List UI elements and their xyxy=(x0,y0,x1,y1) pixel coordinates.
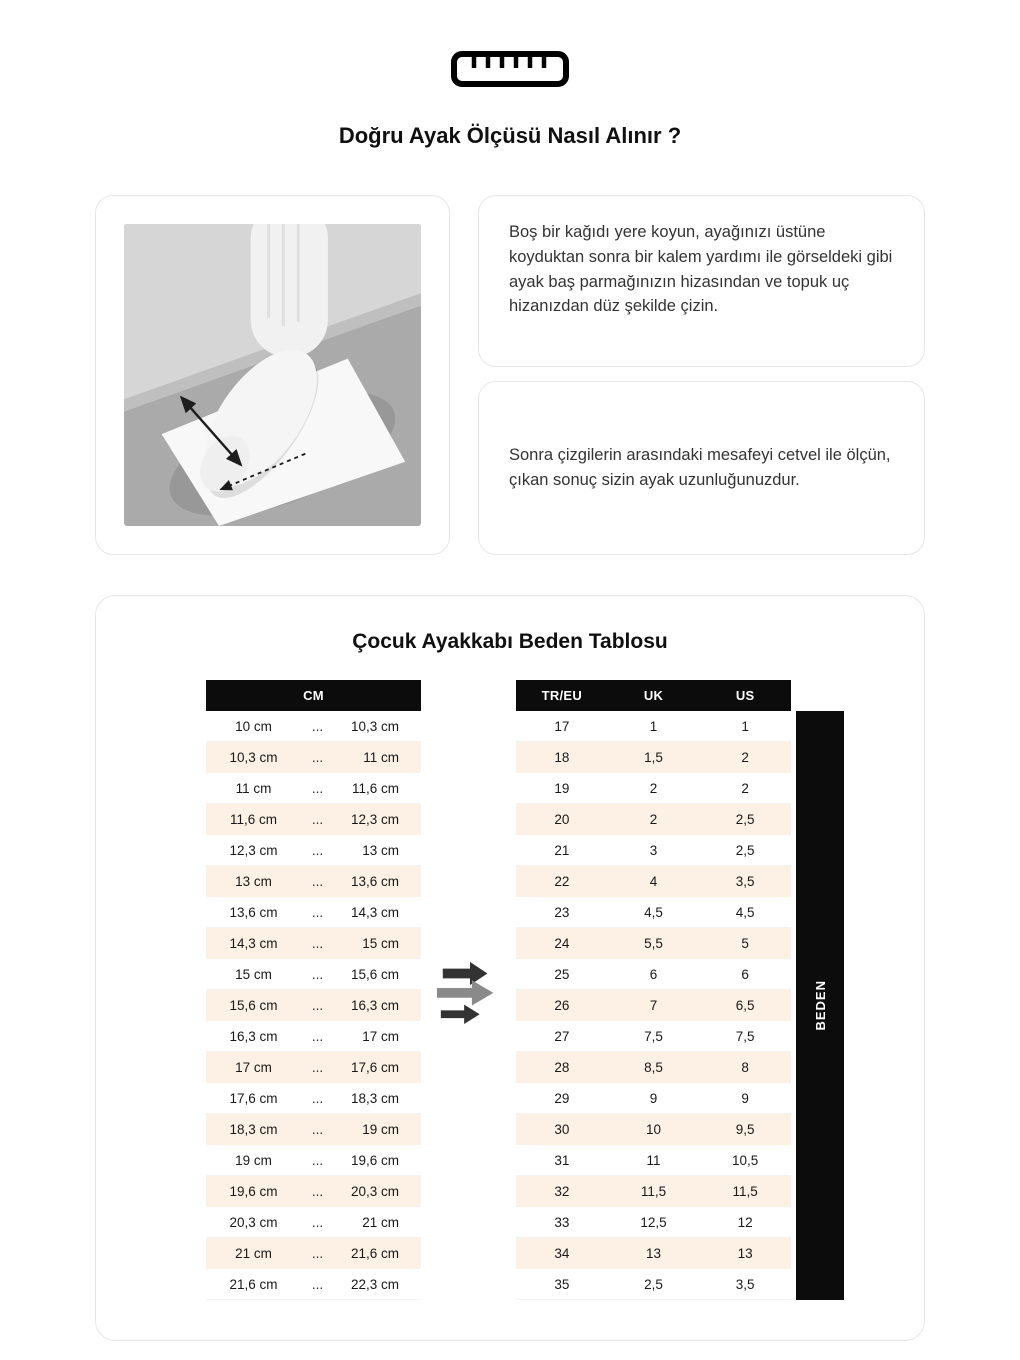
cm-table-row xyxy=(206,1176,421,1207)
us-cell: 8 xyxy=(741,1059,749,1075)
cm-table-row xyxy=(206,990,421,1021)
size-table-row xyxy=(516,1052,791,1083)
size-table-row xyxy=(516,742,791,773)
tr-eu-cell: 28 xyxy=(554,1059,570,1075)
cm-from-cell: 11,6 cm xyxy=(229,811,278,827)
size-table-row xyxy=(516,866,791,897)
measurement-guide-section xyxy=(95,195,925,555)
cm-to-cell: 15 cm xyxy=(362,935,399,951)
beden-label: BEDEN xyxy=(812,980,828,1031)
cm-to-cell: 13,6 cm xyxy=(350,873,399,889)
tr-eu-cell: 32 xyxy=(554,1183,570,1199)
cm-table-row xyxy=(206,711,421,742)
tr-eu-cell: 33 xyxy=(554,1214,570,1230)
size-table-row xyxy=(516,959,791,990)
range-separator: ... xyxy=(311,1090,324,1106)
us-cell: 7,5 xyxy=(735,1028,755,1044)
ruler-icon xyxy=(0,48,1020,95)
cm-table-row xyxy=(206,742,421,773)
range-separator: ... xyxy=(311,718,324,734)
size-table-body xyxy=(516,711,791,1300)
tr-eu-cell: 19 xyxy=(554,780,570,796)
us-cell: 2 xyxy=(741,749,749,765)
cm-to-cell: 17,6 cm xyxy=(350,1059,399,1075)
range-separator: ... xyxy=(311,873,324,889)
size-table-row xyxy=(516,1238,791,1269)
us-cell: 4,5 xyxy=(735,904,755,920)
size-table-row xyxy=(516,1021,791,1052)
cm-from-cell: 11 cm xyxy=(235,780,272,796)
uk-cell: 8,5 xyxy=(644,1059,663,1075)
uk-cell: 9 xyxy=(649,1090,658,1106)
instruction-text-2: Sonra çizgilerin arasındaki mesafeyi cetvel ile ölçün, çıkan sonuç sizin ayak uzunluğunuzdur. xyxy=(509,446,891,489)
range-separator: ... xyxy=(311,1121,324,1137)
cm-table-row xyxy=(206,928,421,959)
cm-to-cell: 15,6 cm xyxy=(350,966,399,982)
cm-table-row xyxy=(206,1269,421,1300)
instruction-cards xyxy=(478,195,925,555)
tr-eu-cell: 31 xyxy=(554,1152,570,1168)
range-separator: ... xyxy=(311,749,324,765)
uk-cell: 4,5 xyxy=(644,904,663,920)
uk-cell: 7,5 xyxy=(644,1028,663,1044)
tr-eu-cell: 34 xyxy=(554,1245,570,1261)
tr-eu-cell: 17 xyxy=(554,718,570,734)
cm-table-row xyxy=(206,1145,421,1176)
range-separator: ... xyxy=(311,904,324,920)
cm-table-row xyxy=(206,1207,421,1238)
tr-eu-cell: 25 xyxy=(554,966,570,982)
us-cell: 2,5 xyxy=(735,842,755,858)
cm-to-cell: 12,3 cm xyxy=(350,811,399,827)
size-table-row xyxy=(516,928,791,959)
us-cell: 1 xyxy=(741,718,749,734)
cm-table-row xyxy=(206,959,421,990)
uk-cell: 11 xyxy=(646,1152,661,1168)
range-separator: ... xyxy=(311,1183,324,1199)
uk-cell: 4 xyxy=(649,873,658,889)
us-cell: 10,5 xyxy=(732,1152,759,1168)
uk-cell: 13 xyxy=(645,1245,662,1261)
cm-from-cell: 14,3 cm xyxy=(229,935,278,951)
us-cell: 2,5 xyxy=(735,811,755,827)
foot-measurement-photo xyxy=(124,224,421,526)
cm-to-cell: 20,3 cm xyxy=(350,1183,399,1199)
cm-to-cell: 21,6 cm xyxy=(350,1245,399,1261)
cm-from-cell: 12,3 cm xyxy=(229,842,278,858)
size-table-row xyxy=(516,1207,791,1238)
cm-from-cell: 10,3 cm xyxy=(229,749,278,765)
cm-from-cell: 15,6 cm xyxy=(229,997,278,1013)
size-table-row xyxy=(516,1114,791,1145)
range-separator: ... xyxy=(311,1059,324,1075)
cm-table-header: CM xyxy=(206,680,421,711)
uk-cell: 10 xyxy=(645,1121,662,1137)
foot-photo-card xyxy=(95,195,450,555)
cm-from-cell: 18,3 cm xyxy=(229,1121,278,1137)
cm-from-cell: 10 cm xyxy=(235,718,272,734)
us-cell: 13 xyxy=(737,1245,753,1261)
instruction-card-2 xyxy=(478,381,925,555)
cm-to-cell: 11,6 cm xyxy=(351,780,399,796)
tr-eu-cell: 29 xyxy=(554,1090,570,1106)
cm-table-body xyxy=(206,711,421,1300)
cm-from-cell: 21 cm xyxy=(235,1245,272,1261)
size-table-header xyxy=(516,680,791,711)
range-separator: ... xyxy=(311,811,324,827)
size-table-row xyxy=(516,835,791,866)
cm-to-cell: 22,3 cm xyxy=(350,1276,399,1292)
tr-eu-cell: 26 xyxy=(554,997,570,1013)
uk-cell: 2 xyxy=(649,780,658,796)
range-separator: ... xyxy=(311,1028,324,1044)
cm-table-row xyxy=(206,1052,421,1083)
size-table-row xyxy=(516,804,791,835)
cm-table-row xyxy=(206,1238,421,1269)
cm-to-cell: 16,3 cm xyxy=(350,997,399,1013)
uk-cell: 6 xyxy=(649,966,658,982)
us-cell: 2 xyxy=(741,780,749,796)
range-separator: ... xyxy=(311,780,324,796)
cm-to-cell: 21 cm xyxy=(362,1214,399,1230)
page-title: Doğru Ayak Ölçüsü Nasıl Alınır ? xyxy=(338,123,682,148)
size-table-row xyxy=(516,1176,791,1207)
us-cell: 6,5 xyxy=(735,997,755,1013)
cm-table-row xyxy=(206,804,421,835)
us-cell: 11,5 xyxy=(732,1183,758,1199)
size-table xyxy=(516,680,791,1300)
cm-to-cell: 17 cm xyxy=(362,1028,399,1044)
cm-from-cell: 15 cm xyxy=(235,966,272,982)
cm-from-cell: 19,6 cm xyxy=(229,1183,278,1199)
tr-eu-cell: 23 xyxy=(554,904,570,920)
range-separator: ... xyxy=(311,997,324,1013)
cm-from-cell: 19 cm xyxy=(235,1152,272,1168)
tr-eu-cell: 24 xyxy=(554,935,570,951)
tr-eu-cell: 20 xyxy=(554,811,570,827)
size-table-row xyxy=(516,1269,791,1300)
cm-from-cell: 13,6 cm xyxy=(229,904,278,920)
tr-eu-cell: 21 xyxy=(554,842,570,858)
size-table-row xyxy=(516,990,791,1021)
size-table-row xyxy=(516,897,791,928)
cm-to-cell: 18,3 cm xyxy=(350,1090,399,1106)
cm-to-cell: 19 cm xyxy=(362,1121,399,1137)
cm-to-cell: 13 cm xyxy=(362,842,399,858)
cm-table-row xyxy=(206,835,421,866)
range-separator: ... xyxy=(311,966,324,982)
tr-eu-cell: 27 xyxy=(554,1028,570,1044)
size-table-row xyxy=(516,1083,791,1114)
size-chart-tables xyxy=(96,680,924,1300)
cm-to-cell: 10,3 cm xyxy=(350,718,399,734)
uk-cell: 1 xyxy=(649,718,658,734)
us-cell: 3,5 xyxy=(735,1276,755,1292)
cm-from-cell: 17,6 cm xyxy=(229,1090,278,1106)
us-cell: 6 xyxy=(741,966,749,982)
cm-from-cell: 17 cm xyxy=(235,1059,272,1075)
uk-cell: 12,5 xyxy=(640,1214,667,1230)
size-chart-card xyxy=(95,595,925,1341)
tr-eu-cell: 35 xyxy=(554,1276,570,1292)
cm-table-row xyxy=(206,1114,421,1145)
us-cell: 5 xyxy=(741,935,749,951)
uk-cell: 5,5 xyxy=(644,935,663,951)
cm-table-row xyxy=(206,897,421,928)
range-separator: ... xyxy=(311,842,324,858)
instruction-card-1 xyxy=(478,195,925,367)
size-table-row xyxy=(516,1145,791,1176)
cm-from-cell: 20,3 cm xyxy=(229,1214,278,1230)
cm-from-cell: 21,6 cm xyxy=(229,1276,278,1292)
cm-to-cell: 11 cm xyxy=(363,749,399,765)
range-separator: ... xyxy=(311,935,324,951)
tr-eu-cell: 18 xyxy=(554,749,570,765)
tr-eu-header: TR/EU xyxy=(541,688,583,703)
uk-cell: 2,5 xyxy=(644,1276,663,1292)
uk-cell: 3 xyxy=(649,842,658,858)
cm-to-cell: 14,3 cm xyxy=(350,904,399,920)
tr-eu-cell: 30 xyxy=(554,1121,570,1137)
uk-cell: 2 xyxy=(649,811,658,827)
uk-cell: 11,5 xyxy=(640,1183,667,1199)
us-cell: 3,5 xyxy=(735,873,755,889)
range-separator: ... xyxy=(311,1245,324,1261)
range-separator: ... xyxy=(311,1214,324,1230)
cm-table-row xyxy=(206,866,421,897)
size-chart-title: Çocuk Ayakkabı Beden Tablosu xyxy=(352,630,668,653)
instruction-text-1: Boş bir kağıdı yere koyun, ayağınızı üstüne koyduktan sonra bir kalem yardımı ile görseldeki gibi ayak baş parmağınızın hizasından ve topuk uç hizanızdan düz şekilde çizin. xyxy=(509,223,893,316)
cm-table-row xyxy=(206,773,421,804)
uk-cell: 1,5 xyxy=(644,749,663,765)
tr-eu-cell: 22 xyxy=(554,873,570,889)
cm-table-row xyxy=(206,1021,421,1052)
us-cell: 12 xyxy=(737,1214,753,1230)
page-header xyxy=(0,0,1020,149)
size-table-row xyxy=(516,711,791,742)
size-table-row xyxy=(516,773,791,804)
cm-table-row xyxy=(206,1083,421,1114)
us-header: US xyxy=(735,688,755,703)
us-cell: 9,5 xyxy=(735,1121,755,1137)
beden-side-bar xyxy=(796,711,844,1300)
uk-cell: 7 xyxy=(649,997,658,1013)
uk-header: UK xyxy=(643,688,664,703)
us-cell: 9 xyxy=(741,1090,749,1106)
cm-from-cell: 16,3 cm xyxy=(229,1028,278,1044)
range-separator: ... xyxy=(311,1152,324,1168)
cm-table xyxy=(206,680,421,1300)
range-separator: ... xyxy=(311,1276,324,1292)
cm-from-cell: 13 cm xyxy=(235,873,272,889)
cm-to-cell: 19,6 cm xyxy=(350,1152,399,1168)
transfer-arrows-icon xyxy=(421,955,516,1025)
